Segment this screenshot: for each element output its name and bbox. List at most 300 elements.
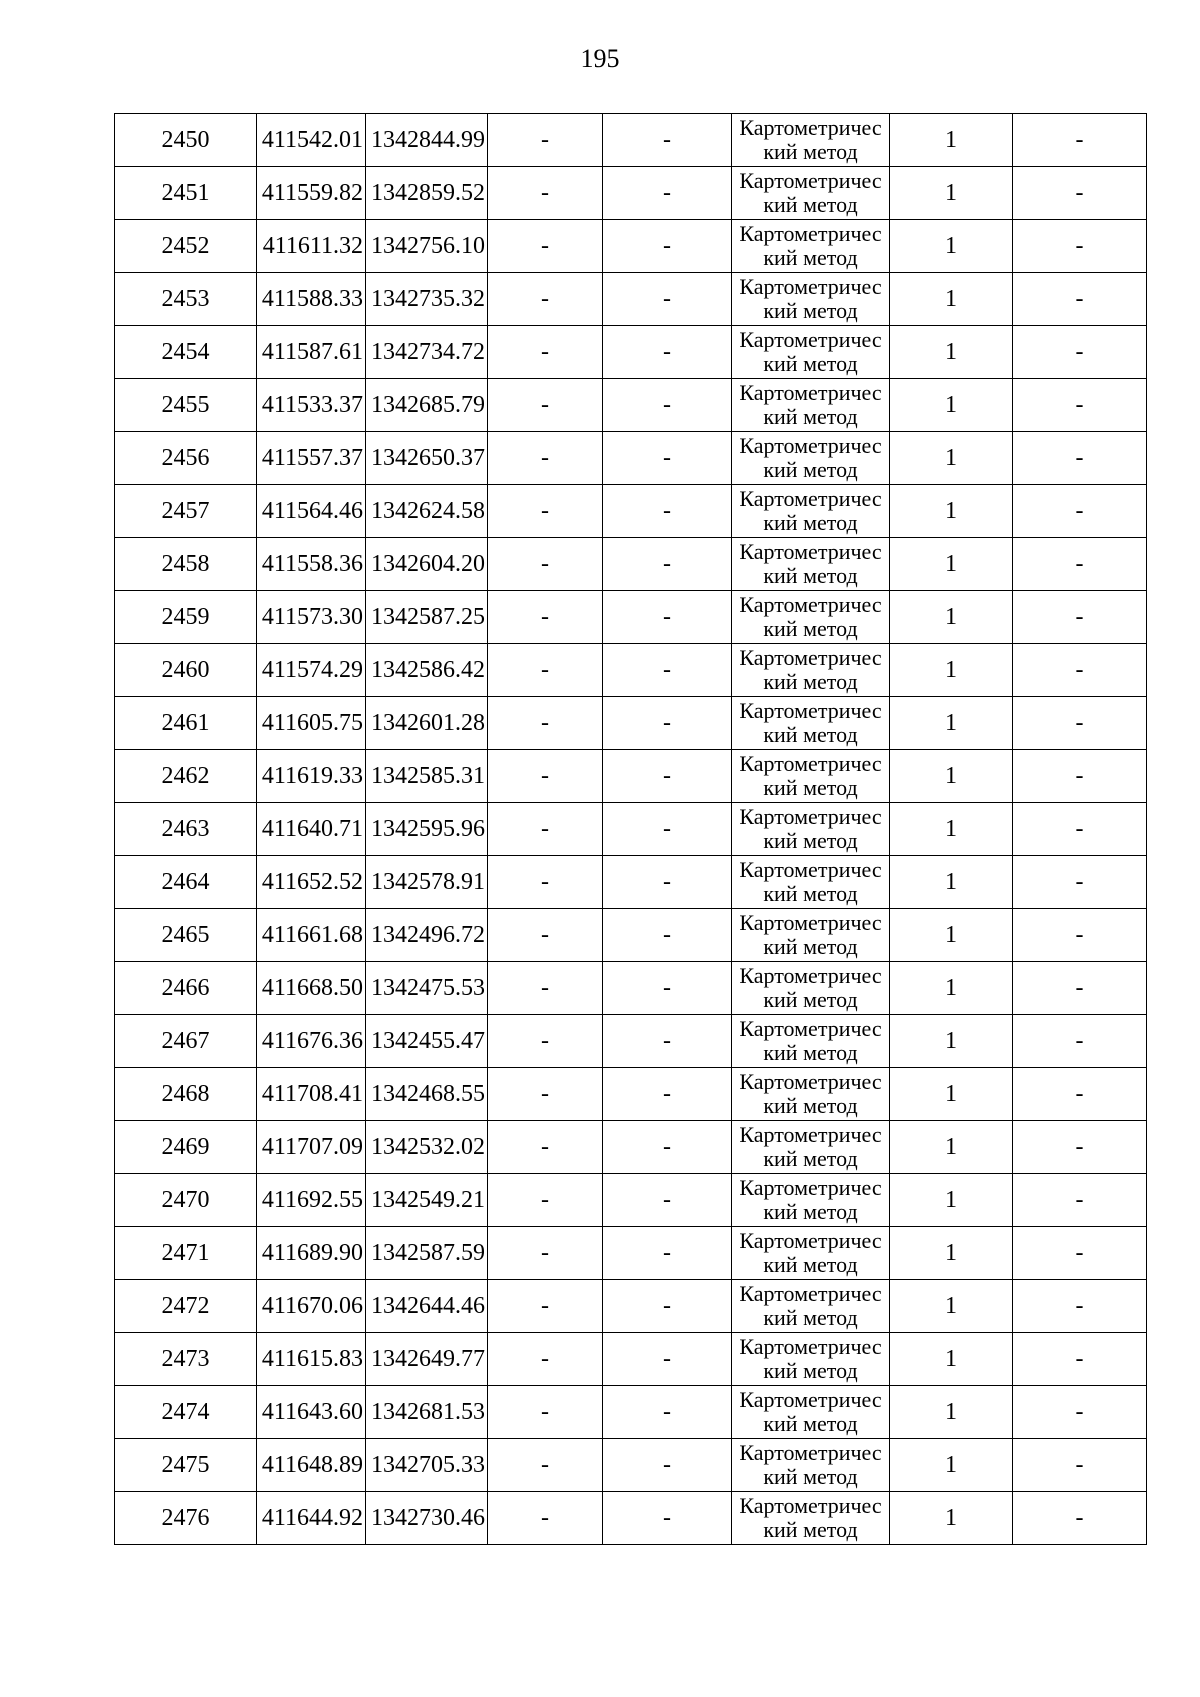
column-8-cell: - <box>1013 1439 1147 1492</box>
method-line-2: кий метод <box>763 669 858 694</box>
column-5-cell: - <box>603 591 732 644</box>
column-8-cell: - <box>1013 485 1147 538</box>
point-number-cell: 2467 <box>115 1015 257 1068</box>
table-row <box>115 1439 1147 1492</box>
method-cell <box>732 1015 890 1068</box>
method-line-2: кий метод <box>763 563 858 588</box>
y-coordinate-cell: 1342587.25 <box>366 591 488 644</box>
point-number-cell: 2452 <box>115 220 257 273</box>
method-line-2: кий метод <box>763 828 858 853</box>
y-coordinate-cell: 1342601.28 <box>366 697 488 750</box>
table-row <box>115 1386 1147 1439</box>
method-line-2: кий метод <box>763 1252 858 1277</box>
table-row <box>115 1015 1147 1068</box>
column-4-cell: - <box>488 273 603 326</box>
method-line-2: кий метод <box>763 457 858 482</box>
method-cell <box>732 909 890 962</box>
y-coordinate-cell: 1342578.91 <box>366 856 488 909</box>
table-body <box>115 114 1147 1545</box>
point-number-cell: 2461 <box>115 697 257 750</box>
point-number-cell: 2473 <box>115 1333 257 1386</box>
method-line-2: кий метод <box>763 192 858 217</box>
table-row <box>115 485 1147 538</box>
point-number-cell: 2476 <box>115 1492 257 1545</box>
x-coordinate-cell: 411668.50 <box>257 962 366 1015</box>
column-7-cell: 1 <box>890 273 1013 326</box>
column-4-cell: - <box>488 962 603 1015</box>
x-coordinate-cell: 411643.60 <box>257 1386 366 1439</box>
x-coordinate-cell: 411676.36 <box>257 1015 366 1068</box>
method-cell <box>732 1333 890 1386</box>
y-coordinate-cell: 1342585.31 <box>366 750 488 803</box>
y-coordinate-cell: 1342756.10 <box>366 220 488 273</box>
column-8-cell: - <box>1013 909 1147 962</box>
method-cell <box>732 856 890 909</box>
method-cell <box>732 1280 890 1333</box>
method-line-2: кий метод <box>763 1464 858 1489</box>
table-row <box>115 962 1147 1015</box>
column-4-cell: - <box>488 803 603 856</box>
column-5-cell: - <box>603 1015 732 1068</box>
column-4-cell: - <box>488 538 603 591</box>
y-coordinate-cell: 1342595.96 <box>366 803 488 856</box>
point-number-cell: 2462 <box>115 750 257 803</box>
table-row <box>115 1492 1147 1545</box>
point-number-cell: 2469 <box>115 1121 257 1174</box>
method-line-2: кий метод <box>763 881 858 906</box>
column-5-cell: - <box>603 750 732 803</box>
y-coordinate-cell: 1342604.20 <box>366 538 488 591</box>
point-number-cell: 2466 <box>115 962 257 1015</box>
y-coordinate-cell: 1342734.72 <box>366 326 488 379</box>
column-7-cell: 1 <box>890 1439 1013 1492</box>
method-line-1: Картометричес <box>739 751 882 776</box>
method-line-2: кий метод <box>763 1093 858 1118</box>
column-8-cell: - <box>1013 1121 1147 1174</box>
column-4-cell: - <box>488 1121 603 1174</box>
method-line-1: Картометричес <box>739 486 882 511</box>
x-coordinate-cell: 411615.83 <box>257 1333 366 1386</box>
method-line-2: кий метод <box>763 1305 858 1330</box>
y-coordinate-cell: 1342455.47 <box>366 1015 488 1068</box>
x-coordinate-cell: 411573.30 <box>257 591 366 644</box>
method-line-2: кий метод <box>763 1040 858 1065</box>
method-cell <box>732 1227 890 1280</box>
column-4-cell: - <box>488 220 603 273</box>
column-4-cell: - <box>488 1492 603 1545</box>
method-line-2: кий метод <box>763 616 858 641</box>
table-row <box>115 1333 1147 1386</box>
x-coordinate-cell: 411708.41 <box>257 1068 366 1121</box>
method-line-2: кий метод <box>763 351 858 376</box>
method-line-1: Картометричес <box>739 1281 882 1306</box>
point-number-cell: 2456 <box>115 432 257 485</box>
column-7-cell: 1 <box>890 1492 1013 1545</box>
method-line-1: Картометричес <box>739 433 882 458</box>
point-number-cell: 2451 <box>115 167 257 220</box>
method-line-1: Картометричес <box>739 1440 882 1465</box>
point-number-cell: 2475 <box>115 1439 257 1492</box>
method-line-2: кий метод <box>763 775 858 800</box>
column-5-cell: - <box>603 273 732 326</box>
column-8-cell: - <box>1013 1386 1147 1439</box>
y-coordinate-cell: 1342650.37 <box>366 432 488 485</box>
column-8-cell: - <box>1013 1280 1147 1333</box>
table-row <box>115 167 1147 220</box>
method-cell <box>732 538 890 591</box>
column-8-cell: - <box>1013 220 1147 273</box>
method-line-1: Картометричес <box>739 1016 882 1041</box>
y-coordinate-cell: 1342685.79 <box>366 379 488 432</box>
method-line-1: Картометричес <box>739 698 882 723</box>
column-8-cell: - <box>1013 538 1147 591</box>
method-cell <box>732 1174 890 1227</box>
y-coordinate-cell: 1342681.53 <box>366 1386 488 1439</box>
y-coordinate-cell: 1342730.46 <box>366 1492 488 1545</box>
method-cell <box>732 1386 890 1439</box>
method-cell <box>732 220 890 273</box>
column-4-cell: - <box>488 750 603 803</box>
point-number-cell: 2464 <box>115 856 257 909</box>
column-7-cell: 1 <box>890 538 1013 591</box>
y-coordinate-cell: 1342705.33 <box>366 1439 488 1492</box>
method-line-2: кий метод <box>763 510 858 535</box>
method-cell <box>732 326 890 379</box>
column-4-cell: - <box>488 379 603 432</box>
method-line-1: Картометричес <box>739 539 882 564</box>
column-4-cell: - <box>488 114 603 167</box>
column-8-cell: - <box>1013 803 1147 856</box>
page-number: 195 <box>580 44 620 73</box>
table-row <box>115 326 1147 379</box>
column-5-cell: - <box>603 1439 732 1492</box>
column-7-cell: 1 <box>890 962 1013 1015</box>
column-7-cell: 1 <box>890 909 1013 962</box>
table-row <box>115 1068 1147 1121</box>
column-4-cell: - <box>488 1015 603 1068</box>
point-number-cell: 2457 <box>115 485 257 538</box>
column-4-cell: - <box>488 644 603 697</box>
method-cell <box>732 432 890 485</box>
method-line-1: Картометричес <box>739 1334 882 1359</box>
y-coordinate-cell: 1342644.46 <box>366 1280 488 1333</box>
column-8-cell: - <box>1013 962 1147 1015</box>
column-8-cell: - <box>1013 273 1147 326</box>
column-5-cell: - <box>603 1386 732 1439</box>
x-coordinate-cell: 411689.90 <box>257 1227 366 1280</box>
column-8-cell: - <box>1013 697 1147 750</box>
method-line-1: Картометричес <box>739 910 882 935</box>
table-row <box>115 697 1147 750</box>
column-5-cell: - <box>603 962 732 1015</box>
column-7-cell: 1 <box>890 1386 1013 1439</box>
column-4-cell: - <box>488 856 603 909</box>
column-7-cell: 1 <box>890 1068 1013 1121</box>
table-row <box>115 750 1147 803</box>
column-5-cell: - <box>603 1280 732 1333</box>
method-line-1: Картометричес <box>739 1228 882 1253</box>
column-8-cell: - <box>1013 591 1147 644</box>
method-line-1: Картометричес <box>739 380 882 405</box>
column-4-cell: - <box>488 1439 603 1492</box>
point-number-cell: 2470 <box>115 1174 257 1227</box>
table-row <box>115 1227 1147 1280</box>
column-8-cell: - <box>1013 326 1147 379</box>
column-7-cell: 1 <box>890 220 1013 273</box>
table-row <box>115 273 1147 326</box>
method-cell <box>732 591 890 644</box>
column-7-cell: 1 <box>890 750 1013 803</box>
table-row <box>115 1280 1147 1333</box>
column-7-cell: 1 <box>890 591 1013 644</box>
method-cell <box>732 379 890 432</box>
x-coordinate-cell: 411558.36 <box>257 538 366 591</box>
method-line-2: кий метод <box>763 404 858 429</box>
column-5-cell: - <box>603 167 732 220</box>
method-line-2: кий метод <box>763 139 858 164</box>
column-7-cell: 1 <box>890 644 1013 697</box>
x-coordinate-cell: 411587.61 <box>257 326 366 379</box>
x-coordinate-cell: 411542.01 <box>257 114 366 167</box>
method-cell <box>732 114 890 167</box>
table-row <box>115 379 1147 432</box>
column-5-cell: - <box>603 1227 732 1280</box>
column-7-cell: 1 <box>890 1333 1013 1386</box>
x-coordinate-cell: 411619.33 <box>257 750 366 803</box>
column-5-cell: - <box>603 1333 732 1386</box>
y-coordinate-cell: 1342496.72 <box>366 909 488 962</box>
point-number-cell: 2450 <box>115 114 257 167</box>
table-row <box>115 909 1147 962</box>
x-coordinate-cell: 411707.09 <box>257 1121 366 1174</box>
method-line-1: Картометричес <box>739 857 882 882</box>
column-4-cell: - <box>488 1333 603 1386</box>
method-cell <box>732 750 890 803</box>
table-row <box>115 432 1147 485</box>
method-line-1: Картометричес <box>739 274 882 299</box>
method-line-1: Картометричес <box>739 645 882 670</box>
method-cell <box>732 803 890 856</box>
y-coordinate-cell: 1342735.32 <box>366 273 488 326</box>
column-7-cell: 1 <box>890 167 1013 220</box>
method-line-1: Картометричес <box>739 115 882 140</box>
column-7-cell: 1 <box>890 1280 1013 1333</box>
column-5-cell: - <box>603 114 732 167</box>
column-7-cell: 1 <box>890 1174 1013 1227</box>
column-5-cell: - <box>603 856 732 909</box>
table-row <box>115 538 1147 591</box>
column-4-cell: - <box>488 432 603 485</box>
coordinates-table <box>114 113 1147 1545</box>
point-number-cell: 2472 <box>115 1280 257 1333</box>
column-5-cell: - <box>603 697 732 750</box>
column-7-cell: 1 <box>890 1015 1013 1068</box>
method-line-2: кий метод <box>763 1517 858 1542</box>
table-row <box>115 644 1147 697</box>
method-line-2: кий метод <box>763 1411 858 1436</box>
column-8-cell: - <box>1013 379 1147 432</box>
column-5-cell: - <box>603 538 732 591</box>
x-coordinate-cell: 411588.33 <box>257 273 366 326</box>
x-coordinate-cell: 411670.06 <box>257 1280 366 1333</box>
y-coordinate-cell: 1342649.77 <box>366 1333 488 1386</box>
point-number-cell: 2471 <box>115 1227 257 1280</box>
column-8-cell: - <box>1013 1068 1147 1121</box>
method-line-2: кий метод <box>763 1199 858 1224</box>
point-number-cell: 2454 <box>115 326 257 379</box>
column-5-cell: - <box>603 1174 732 1227</box>
method-line-2: кий метод <box>763 245 858 270</box>
column-8-cell: - <box>1013 167 1147 220</box>
x-coordinate-cell: 411644.92 <box>257 1492 366 1545</box>
x-coordinate-cell: 411559.82 <box>257 167 366 220</box>
column-5-cell: - <box>603 644 732 697</box>
method-line-1: Картометричес <box>739 168 882 193</box>
method-cell <box>732 273 890 326</box>
point-number-cell: 2459 <box>115 591 257 644</box>
column-7-cell: 1 <box>890 432 1013 485</box>
method-line-1: Картометричес <box>739 592 882 617</box>
method-cell <box>732 1068 890 1121</box>
method-cell <box>732 167 890 220</box>
column-7-cell: 1 <box>890 697 1013 750</box>
column-5-cell: - <box>603 326 732 379</box>
x-coordinate-cell: 411692.55 <box>257 1174 366 1227</box>
point-number-cell: 2468 <box>115 1068 257 1121</box>
y-coordinate-cell: 1342532.02 <box>366 1121 488 1174</box>
column-8-cell: - <box>1013 1227 1147 1280</box>
column-4-cell: - <box>488 1227 603 1280</box>
table-row <box>115 220 1147 273</box>
y-coordinate-cell: 1342586.42 <box>366 644 488 697</box>
column-4-cell: - <box>488 326 603 379</box>
method-line-2: кий метод <box>763 298 858 323</box>
column-5-cell: - <box>603 909 732 962</box>
method-line-1: Картометричес <box>739 1122 882 1147</box>
column-7-cell: 1 <box>890 856 1013 909</box>
table-row <box>115 591 1147 644</box>
point-number-cell: 2458 <box>115 538 257 591</box>
x-coordinate-cell: 411564.46 <box>257 485 366 538</box>
column-8-cell: - <box>1013 750 1147 803</box>
column-8-cell: - <box>1013 856 1147 909</box>
method-cell <box>732 1492 890 1545</box>
column-5-cell: - <box>603 1492 732 1545</box>
y-coordinate-cell: 1342587.59 <box>366 1227 488 1280</box>
method-cell <box>732 1439 890 1492</box>
x-coordinate-cell: 411605.75 <box>257 697 366 750</box>
method-line-1: Картометричес <box>739 804 882 829</box>
method-cell <box>732 962 890 1015</box>
column-7-cell: 1 <box>890 485 1013 538</box>
point-number-cell: 2453 <box>115 273 257 326</box>
column-4-cell: - <box>488 1280 603 1333</box>
method-line-2: кий метод <box>763 1146 858 1171</box>
x-coordinate-cell: 411611.32 <box>257 220 366 273</box>
table-row <box>115 114 1147 167</box>
method-line-1: Картометричес <box>739 1493 882 1518</box>
x-coordinate-cell: 411533.37 <box>257 379 366 432</box>
y-coordinate-cell: 1342844.99 <box>366 114 488 167</box>
column-8-cell: - <box>1013 432 1147 485</box>
table-row <box>115 1174 1147 1227</box>
method-line-1: Картометричес <box>739 1069 882 1094</box>
method-cell <box>732 1121 890 1174</box>
y-coordinate-cell: 1342549.21 <box>366 1174 488 1227</box>
column-7-cell: 1 <box>890 1227 1013 1280</box>
column-8-cell: - <box>1013 1492 1147 1545</box>
column-7-cell: 1 <box>890 1121 1013 1174</box>
column-7-cell: 1 <box>890 326 1013 379</box>
method-line-2: кий метод <box>763 1358 858 1383</box>
y-coordinate-cell: 1342475.53 <box>366 962 488 1015</box>
column-8-cell: - <box>1013 1333 1147 1386</box>
column-8-cell: - <box>1013 1015 1147 1068</box>
column-4-cell: - <box>488 1174 603 1227</box>
method-line-1: Картометричес <box>739 1175 882 1200</box>
column-7-cell: 1 <box>890 114 1013 167</box>
x-coordinate-cell: 411652.52 <box>257 856 366 909</box>
point-number-cell: 2463 <box>115 803 257 856</box>
column-4-cell: - <box>488 909 603 962</box>
column-5-cell: - <box>603 432 732 485</box>
method-line-1: Картометричес <box>739 221 882 246</box>
column-4-cell: - <box>488 167 603 220</box>
y-coordinate-cell: 1342468.55 <box>366 1068 488 1121</box>
point-number-cell: 2455 <box>115 379 257 432</box>
column-8-cell: - <box>1013 1174 1147 1227</box>
column-8-cell: - <box>1013 644 1147 697</box>
method-cell <box>732 697 890 750</box>
column-5-cell: - <box>603 379 732 432</box>
y-coordinate-cell: 1342859.52 <box>366 167 488 220</box>
table-row <box>115 803 1147 856</box>
column-4-cell: - <box>488 1386 603 1439</box>
method-line-2: кий метод <box>763 987 858 1012</box>
method-line-1: Картометричес <box>739 963 882 988</box>
table-row <box>115 856 1147 909</box>
method-line-1: Картометричес <box>739 1387 882 1412</box>
method-line-2: кий метод <box>763 722 858 747</box>
column-4-cell: - <box>488 591 603 644</box>
x-coordinate-cell: 411661.68 <box>257 909 366 962</box>
y-coordinate-cell: 1342624.58 <box>366 485 488 538</box>
point-number-cell: 2474 <box>115 1386 257 1439</box>
point-number-cell: 2460 <box>115 644 257 697</box>
column-5-cell: - <box>603 1068 732 1121</box>
method-cell <box>732 485 890 538</box>
x-coordinate-cell: 411574.29 <box>257 644 366 697</box>
x-coordinate-cell: 411640.71 <box>257 803 366 856</box>
column-7-cell: 1 <box>890 379 1013 432</box>
method-line-2: кий метод <box>763 934 858 959</box>
column-5-cell: - <box>603 220 732 273</box>
x-coordinate-cell: 411557.37 <box>257 432 366 485</box>
method-cell <box>732 644 890 697</box>
column-5-cell: - <box>603 803 732 856</box>
x-coordinate-cell: 411648.89 <box>257 1439 366 1492</box>
column-5-cell: - <box>603 1121 732 1174</box>
column-4-cell: - <box>488 1068 603 1121</box>
column-7-cell: 1 <box>890 803 1013 856</box>
column-4-cell: - <box>488 697 603 750</box>
column-5-cell: - <box>603 485 732 538</box>
column-8-cell: - <box>1013 114 1147 167</box>
method-line-1: Картометричес <box>739 327 882 352</box>
point-number-cell: 2465 <box>115 909 257 962</box>
table-row <box>115 1121 1147 1174</box>
column-4-cell: - <box>488 485 603 538</box>
